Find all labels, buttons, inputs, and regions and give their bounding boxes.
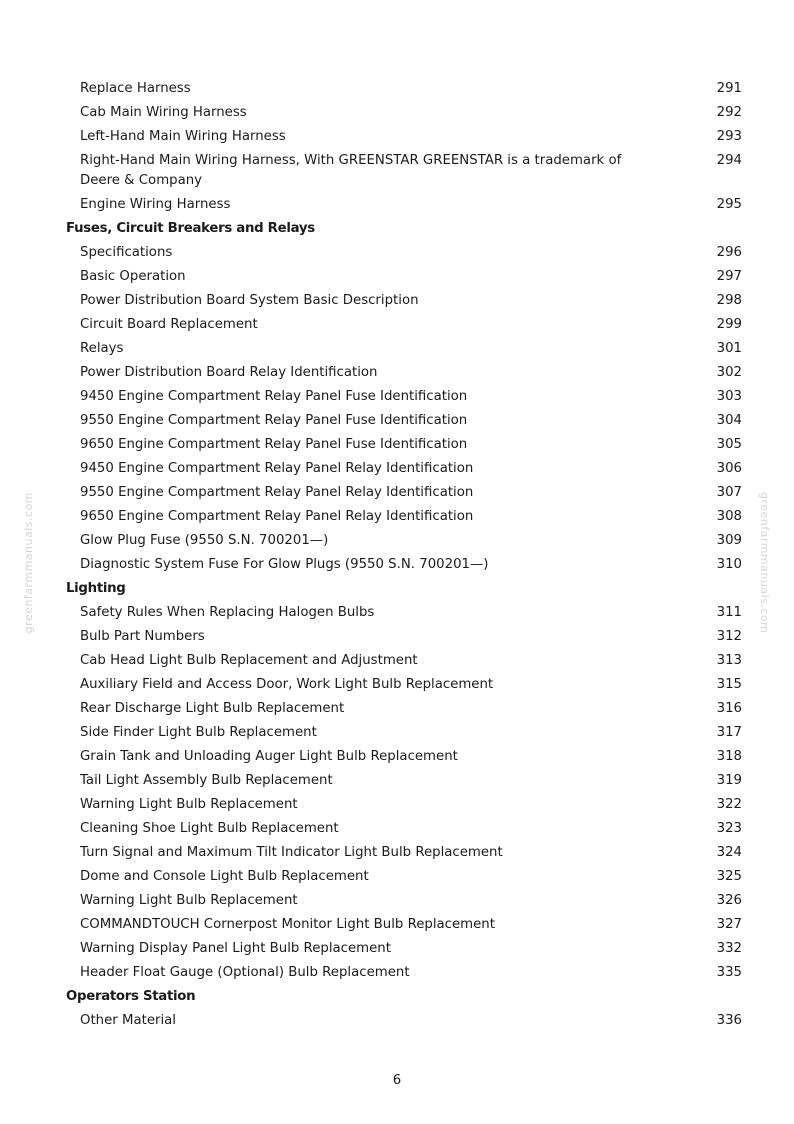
- toc-entry-page: 332: [716, 941, 742, 956]
- toc-entry-title: Warning Display Panel Light Bulb Replacement: [80, 941, 391, 956]
- toc-entry-title: Rear Discharge Light Bulb Replacement: [80, 701, 345, 716]
- toc-entry[interactable]: [0, 101, 794, 125]
- toc-entry-page: 322: [716, 797, 742, 812]
- toc-entry-page: 302: [716, 365, 742, 380]
- toc-entry[interactable]: [0, 149, 794, 193]
- toc-entry[interactable]: [0, 289, 794, 313]
- toc-entry-title: Tail Light Assembly Bulb Replacement: [80, 773, 333, 788]
- page-number: 6: [392, 1073, 402, 1088]
- toc-entry-title: Relays: [80, 341, 124, 356]
- toc-entry-title: Right-Hand Main Wiring Harness, With GREENSTAR GREENSTAR is a trademark of Deere & Company: [80, 153, 622, 188]
- toc-entry-title: 9450 Engine Compartment Relay Panel Relay Identification: [80, 461, 474, 476]
- toc-entry-page: 313: [716, 653, 742, 668]
- toc-entry-title: Cleaning Shoe Light Bulb Replacement: [80, 821, 339, 836]
- toc-entry[interactable]: [0, 77, 794, 101]
- toc-entry-title: Turn Signal and Maximum Tilt Indicator Light Bulb Replacement: [80, 845, 503, 860]
- toc-entry-title: Replace Harness: [80, 81, 191, 96]
- toc-entry-page: 336: [716, 1013, 742, 1028]
- toc-entry[interactable]: [0, 457, 794, 481]
- toc-entry[interactable]: [0, 913, 794, 937]
- toc-entry-page: 308: [716, 509, 742, 524]
- toc-entry-title: Left-Hand Main Wiring Harness: [80, 129, 286, 144]
- toc-entry-page: 296: [716, 245, 742, 260]
- toc-entry[interactable]: [0, 889, 794, 913]
- toc-section-heading: Operators Station: [66, 989, 196, 1004]
- toc-entry-title: Diagnostic System Fuse For Glow Plugs (9550 S.N. 700201—): [80, 557, 489, 572]
- toc-entry-page: 295: [716, 197, 742, 212]
- toc-entry-page: 326: [716, 893, 742, 908]
- toc-entry[interactable]: [0, 697, 794, 721]
- toc-entry-page: 306: [716, 461, 742, 476]
- toc-entry-page: 292: [716, 105, 742, 120]
- toc-entry-title: Engine Wiring Harness: [80, 197, 231, 212]
- toc-entry-title: Grain Tank and Unloading Auger Light Bulb Replacement: [80, 749, 458, 764]
- toc-entry-page: 319: [716, 773, 742, 788]
- toc-section-heading: Fuses, Circuit Breakers and Relays: [66, 221, 315, 236]
- toc-entry-title: Glow Plug Fuse (9550 S.N. 700201—): [80, 533, 329, 548]
- toc-entry-page: 291: [716, 81, 742, 96]
- toc-entry[interactable]: [0, 817, 794, 841]
- toc-entry-page: 323: [716, 821, 742, 836]
- toc-entry-title: Header Float Gauge (Optional) Bulb Replacement: [80, 965, 410, 980]
- toc-entry-title: Specifications: [80, 245, 173, 260]
- toc-entry[interactable]: [0, 337, 794, 361]
- toc-entry-page: 309: [716, 533, 742, 548]
- toc-entry-title: 9650 Engine Compartment Relay Panel Relay Identification: [80, 509, 474, 524]
- toc-entry-page: 293: [716, 129, 742, 144]
- toc-entry-page: 335: [716, 965, 742, 980]
- toc-entry-title: 9650 Engine Compartment Relay Panel Fuse Identification: [80, 437, 468, 452]
- toc-entry-page: 304: [716, 413, 742, 428]
- toc-entry-page: 317: [716, 725, 742, 740]
- toc-entry-title: COMMANDTOUCH Cornerpost Monitor Light Bulb Replacement: [80, 917, 495, 932]
- toc-entry-title: Cab Main Wiring Harness: [80, 105, 247, 120]
- toc-entry[interactable]: [0, 241, 794, 265]
- toc-entry-title: 9550 Engine Compartment Relay Panel Relay Identification: [80, 485, 474, 500]
- toc-entry-page: 316: [716, 701, 742, 716]
- toc-entry-page: 311: [716, 605, 742, 620]
- toc-entry-title: Safety Rules When Replacing Halogen Bulbs: [80, 605, 375, 620]
- toc-entry-title: Side Finder Light Bulb Replacement: [80, 725, 317, 740]
- toc-entry[interactable]: [0, 385, 794, 409]
- toc-entry[interactable]: [0, 841, 794, 865]
- toc-entry-title: Auxiliary Field and Access Door, Work Light Bulb Replacement: [80, 677, 494, 692]
- toc-entry-title: Other Material: [80, 1013, 176, 1028]
- toc-entry-page: 294: [716, 153, 742, 168]
- toc-entry[interactable]: [0, 505, 794, 529]
- toc-entry-page: 301: [716, 341, 742, 356]
- toc-entry[interactable]: [0, 553, 794, 577]
- toc-entry[interactable]: [0, 529, 794, 553]
- toc-entry-title: Power Distribution Board Relay Identification: [80, 365, 378, 380]
- toc-entry[interactable]: [0, 961, 794, 985]
- toc-entry-title: Circuit Board Replacement: [80, 317, 258, 332]
- toc-entry-title: Bulb Part Numbers: [80, 629, 205, 644]
- toc-entry[interactable]: [0, 865, 794, 889]
- toc-entry-title: Cab Head Light Bulb Replacement and Adjustment: [80, 653, 418, 668]
- toc-entry[interactable]: [0, 625, 794, 649]
- toc-entry[interactable]: [0, 1009, 794, 1033]
- toc-entry-title: Warning Light Bulb Replacement: [80, 797, 298, 812]
- toc-entry[interactable]: [0, 313, 794, 337]
- toc-entry-page: 310: [716, 557, 742, 572]
- toc-entry-page: 303: [716, 389, 742, 404]
- toc-entry-page: 318: [716, 749, 742, 764]
- toc-section-heading: Lighting: [66, 581, 126, 596]
- toc-entry-page: 315: [716, 677, 742, 692]
- toc-entry-title: Basic Operation: [80, 269, 186, 284]
- toc-entry-page: 297: [716, 269, 742, 284]
- toc-entry[interactable]: [0, 649, 794, 673]
- toc-entry-title: Dome and Console Light Bulb Replacement: [80, 869, 369, 884]
- toc-entry-title: 9450 Engine Compartment Relay Panel Fuse Identification: [80, 389, 468, 404]
- toc-entry[interactable]: [0, 721, 794, 745]
- toc-entry-page: 312: [716, 629, 742, 644]
- toc-entry[interactable]: [0, 673, 794, 697]
- toc-entry[interactable]: [0, 265, 794, 289]
- watermark-right: greenfarmmanuals.com: [758, 492, 771, 634]
- watermark-left: greenfarmmanuals.com: [22, 492, 35, 634]
- toc-entry-page: 305: [716, 437, 742, 452]
- toc-entry[interactable]: [0, 361, 794, 385]
- toc-entry[interactable]: [0, 125, 794, 149]
- toc-entry-page: 299: [716, 317, 742, 332]
- toc-entry-page: 325: [716, 869, 742, 884]
- toc-entry-title: 9550 Engine Compartment Relay Panel Fuse Identification: [80, 413, 468, 428]
- toc-entry[interactable]: [0, 745, 794, 769]
- toc-entry[interactable]: [0, 193, 794, 217]
- toc-entry[interactable]: [0, 769, 794, 793]
- toc-entry-page: 327: [716, 917, 742, 932]
- toc-entry[interactable]: [0, 433, 794, 457]
- toc-entry-page: 307: [716, 485, 742, 500]
- toc-entry-title: Power Distribution Board System Basic Description: [80, 293, 419, 308]
- toc-entry-title: Warning Light Bulb Replacement: [80, 893, 298, 908]
- toc-entry[interactable]: [0, 481, 794, 505]
- toc-entry-page: 298: [716, 293, 742, 308]
- toc-entry-page: 324: [716, 845, 742, 860]
- toc-entry[interactable]: [0, 937, 794, 961]
- toc-entry[interactable]: [0, 409, 794, 433]
- table-of-contents: [0, 77, 794, 1033]
- toc-entry[interactable]: [0, 793, 794, 817]
- toc-entry[interactable]: [0, 601, 794, 625]
